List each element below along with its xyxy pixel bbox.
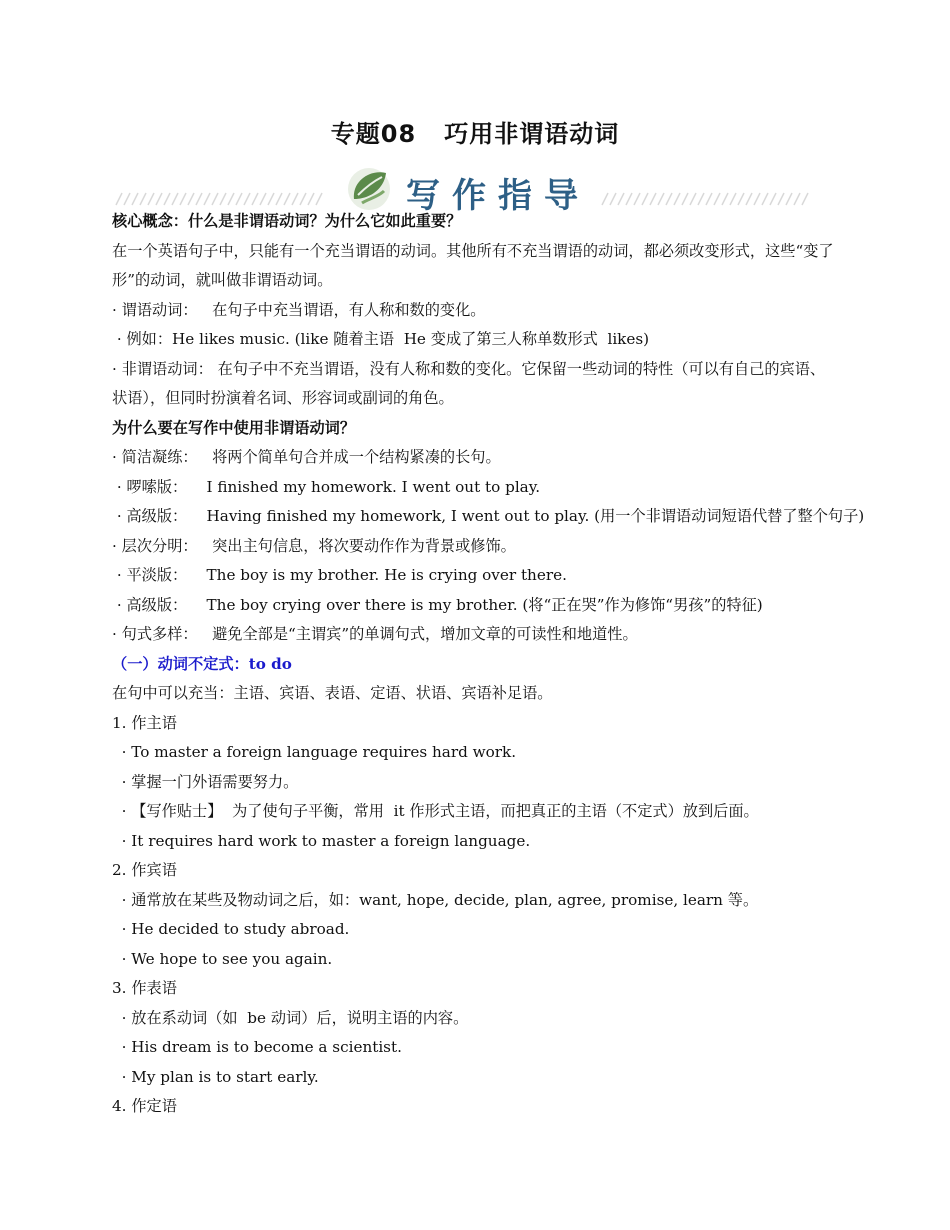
bullet-item: · 非谓语动词： 在句子中不充当谓语，没有人称和数的变化。它保留一些动词的特性（可以有自己的宾语、状语），但同时扮演着名词、形容词或副词的角色。 bbox=[112, 359, 826, 407]
writing-tip: · 【写作贴士】 为了使句子平衡，常用 it 作形式主语，而把真正的主语（不定式）放到后面。 bbox=[112, 802, 759, 820]
bullet-item: · 简洁凝练： 将两个简单句合并成一个结构紧凑的长句。 bbox=[112, 448, 501, 466]
example-item: · To master a foreign language requires hard work. bbox=[112, 743, 517, 761]
numbered-heading: 1. 作主语 bbox=[112, 713, 177, 732]
paragraph: 在句中可以充当：主语、宾语、表语、定语、状语、宾语补足语。 bbox=[112, 684, 553, 702]
page-title: 专题08 巧用非谓语动词 bbox=[330, 120, 620, 148]
example-item: · He decided to study abroad. bbox=[112, 920, 350, 938]
sub-bullet-item: · 高级版： Having finished my homework, I went out to play. (用一个非谓语动词短语代替了整个句子) bbox=[112, 507, 865, 525]
numbered-heading: 3. 作表语 bbox=[112, 979, 177, 997]
example-item: · 掌握一门外语需要努力。 bbox=[112, 772, 299, 791]
heading-core-concept: 核心概念：什么是非谓语动词？为什么它如此重要？ bbox=[112, 212, 462, 230]
banner-title: 写作指导 bbox=[406, 176, 590, 216]
example-item: · We hope to see you again. bbox=[112, 949, 333, 968]
bullet-item: · 层次分明： 突出主句信息，将次要动作作为背景或修饰。 bbox=[112, 536, 516, 555]
heading-why-use: 为什么要在写作中使用非谓语动词？ bbox=[112, 418, 355, 437]
document-body bbox=[112, 207, 865, 1122]
sub-bullet-item: · 高级版： The boy crying over there is my brother. (将“正在哭”作为修饰“男孩”的特征) bbox=[112, 595, 763, 614]
paragraph: 在一个英语句子中，只能有一个充当谓语的动词。其他所有不充当谓语的动词，都必须改变形式，这些“变了形”的动词，就叫做非谓语动词。 bbox=[112, 241, 834, 289]
bullet-item: · 句式多样： 避免全部是“主谓宾”的单调句式，增加文章的可读性和地道性。 bbox=[112, 625, 638, 643]
example-item: · His dream is to become a scientist. bbox=[112, 1038, 402, 1056]
numbered-heading: 4. 作定语 bbox=[112, 1097, 177, 1115]
leaf-badge-icon bbox=[348, 168, 390, 210]
sub-bullet-item: · 例如：He likes music. (like 随着主语 He 变成了第三人称单数形式 likes) bbox=[112, 330, 650, 348]
sub-bullet-item: · 平淡版： The boy is my brother. He is crying over there. bbox=[112, 566, 567, 584]
example-item: · My plan is to start early. bbox=[112, 1067, 319, 1086]
example-item: · It requires hard work to master a foreign language. bbox=[112, 831, 531, 850]
numbered-heading: 2. 作宾语 bbox=[112, 861, 177, 879]
bullet-item: · 谓语动词： 在句子中充当谓语，有人称和数的变化。 bbox=[112, 300, 486, 319]
example-item: · 放在系动词（如 be 动词）后，说明主语的内容。 bbox=[112, 1008, 469, 1027]
example-item: · 通常放在某些及物动词之后，如：want, hope, decide, plan, agree, promise, learn 等。 bbox=[112, 890, 759, 909]
sub-bullet-item: · 啰嗦版： I finished my homework. I went out to play. bbox=[112, 477, 541, 496]
section-heading-infinitive: （一）动词不定式：to do bbox=[112, 654, 292, 673]
